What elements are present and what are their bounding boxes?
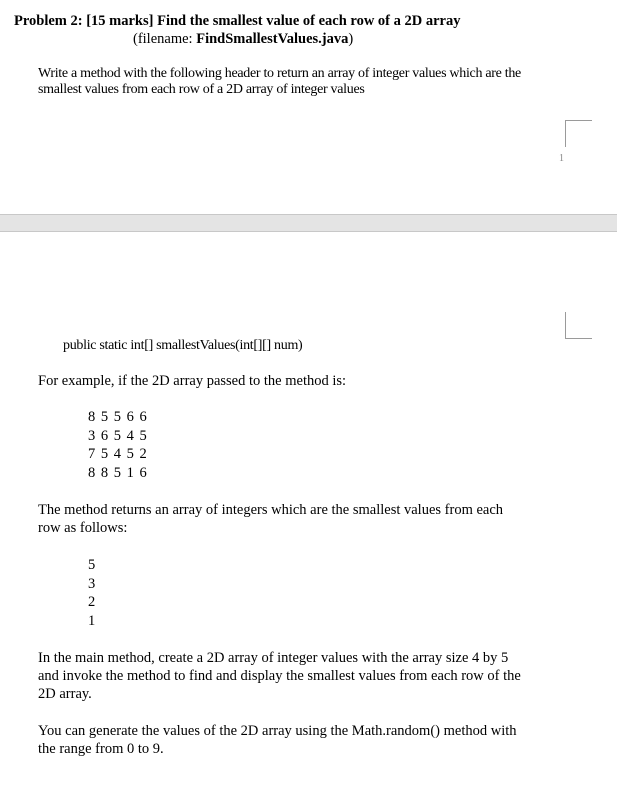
example-matrix (88, 408, 148, 482)
main-line: 2D array. (38, 686, 92, 702)
method-header: public static int[] smallestValues(int[][] num) (63, 338, 303, 353)
page-number: 1 (559, 153, 564, 164)
intro-line: smallest values from each row of a 2D array of integer values (38, 82, 365, 97)
returns-line: The method returns an array of integers which are the smallest values from each (38, 502, 504, 518)
example-intro: For example, if the 2D array passed to the method is: (38, 373, 347, 389)
problem-subtitle (133, 31, 353, 48)
matrix-row: 7 5 4 5 2 (88, 446, 148, 462)
random-line: the range from 0 to 9. (38, 741, 164, 757)
result-value: 5 (88, 557, 96, 573)
page-break-gap (0, 214, 617, 232)
subtitle-suffix: ) (348, 31, 354, 47)
subtitle-prefix: (filename: (133, 31, 197, 47)
main-method-paragraph (38, 649, 570, 703)
page-corner-mark-top (565, 120, 592, 147)
main-line: and invoke the method to find and display the smallest values from each row of the (38, 668, 521, 684)
returns-paragraph (38, 501, 570, 537)
filename: FindSmallestValues.java (196, 31, 349, 47)
intro-line: Write a method with the following header to return an array of integer values which are the (38, 66, 521, 81)
result-value: 2 (88, 594, 96, 610)
result-values (88, 556, 95, 630)
matrix-row: 3 6 5 4 5 (88, 427, 148, 444)
random-paragraph (38, 722, 570, 758)
result-value: 3 (88, 575, 96, 592)
intro-paragraph (38, 66, 521, 98)
page-corner-mark-bottom (565, 312, 592, 339)
returns-line: row as follows: (38, 520, 128, 536)
result-value: 1 (88, 612, 96, 629)
main-line: In the main method, create a 2D array of integer values with the array size 4 by 5 (38, 650, 509, 666)
problem-title: Problem 2: [15 marks] Find the smallest value of each row of a 2D array (14, 13, 461, 29)
matrix-row: 8 5 5 6 6 (88, 409, 148, 425)
matrix-row: 8 8 5 1 6 (88, 464, 148, 481)
random-line: You can generate the values of the 2D array using the Math.random() method with (38, 723, 517, 739)
